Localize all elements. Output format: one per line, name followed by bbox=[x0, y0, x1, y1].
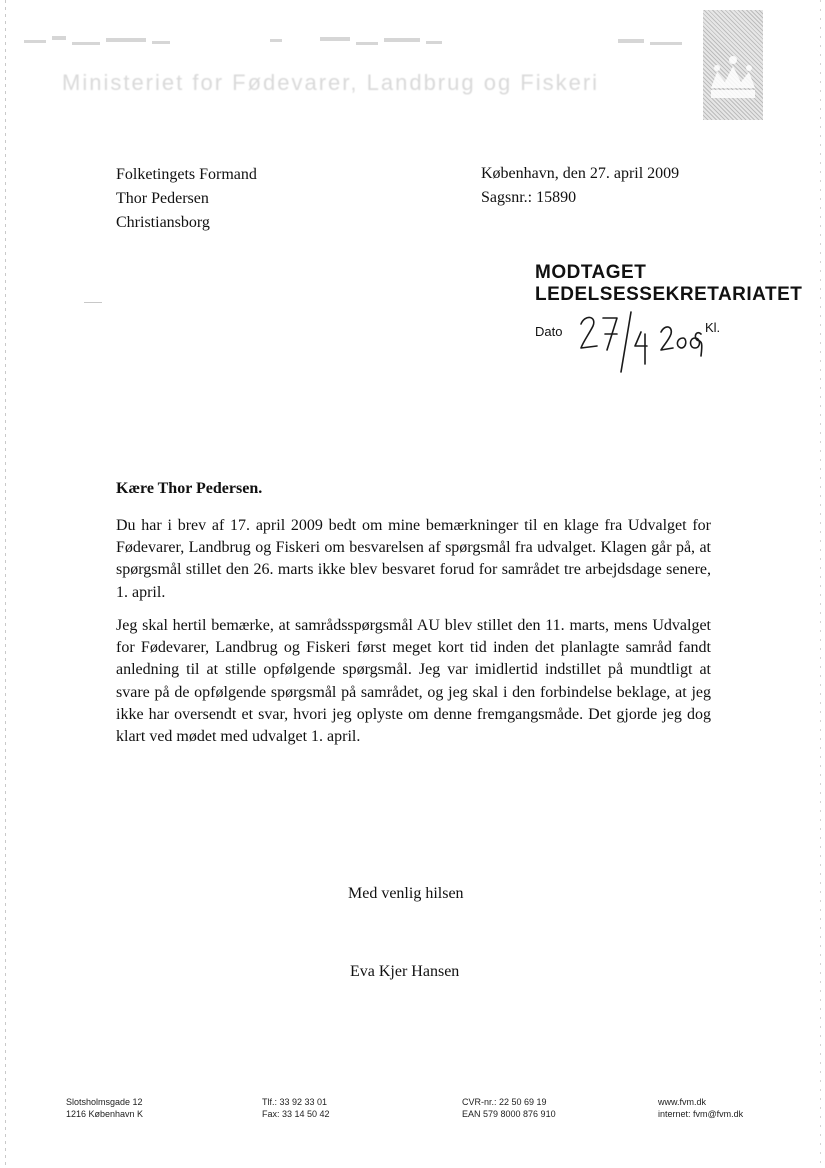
body-paragraph-1: Du har i brev af 17. april 2009 bedt om mine bemærkninger til en klage fra Udvalget for Fødevarer, Landbrug og Fiskeri om besvarelsen af spørgsmål fra udvalget. Klagen går på, at spørgsmål stillet den 26. marts ikke blev besvaret forud for samrådet tre arbejdsdage senere, 1. april. bbox=[116, 517, 711, 601]
ministry-name: Ministeriet for Fødevarer, Landbrug og Fiskeri bbox=[62, 70, 600, 95]
footer-email[interactable]: internet: fvm@fvm.dk bbox=[658, 1109, 744, 1119]
footer-phone: Tlf.: 33 92 33 01 bbox=[262, 1097, 328, 1107]
stamp-received-label: MODTAGET bbox=[535, 262, 647, 283]
royal-crown-crest-icon bbox=[703, 10, 763, 120]
scan-edge-left bbox=[5, 0, 6, 1168]
signature-name: Eva Kjer Hansen bbox=[350, 963, 460, 980]
footer-city: 1216 København K bbox=[66, 1109, 144, 1119]
letterhead-faded-marks bbox=[20, 30, 700, 60]
recipient-line-3: Christiansborg bbox=[116, 214, 210, 231]
place-date: København, den 27. april 2009 bbox=[481, 165, 680, 182]
footer-street: Slotsholmsgade 12 bbox=[66, 1097, 143, 1107]
footer-address bbox=[66, 1096, 143, 1120]
footer-website-link[interactable]: www.fvm.dk bbox=[658, 1097, 707, 1107]
stamp-kl-label: Kl. bbox=[705, 320, 721, 335]
stamp-handwritten-date bbox=[575, 310, 705, 380]
recipient-address bbox=[116, 163, 257, 235]
body-paragraph-2: Jeg skal hertil bemærke, at samrådsspørgsmål AU blev stillet den 11. marts, mens Udvalget for Fødevarer, Landbrug og Fiskeri først meget kort tid inden det planlagte samråd fandt anledning til at stille opfølgende spørgsmål. Jeg var imidlertid indstillet på mundtligt at svare på de opfølgende spørgsmål på samrådet, og jeg skal i den forbindelse beklage, at jeg ikke har oversendt et svar, hvori jeg oplyste om denne fremgangsmåde. Det gjorde jeg dog klart ved mødet med udvalget 1. april. bbox=[116, 617, 711, 746]
stamp-dato-label: Dato bbox=[535, 324, 563, 339]
closing: Med venlig hilsen bbox=[348, 885, 464, 902]
salutation: Kære Thor Pedersen. bbox=[116, 480, 263, 497]
footer-registration bbox=[462, 1096, 556, 1120]
footer-fax: Fax: 33 14 50 42 bbox=[262, 1109, 330, 1119]
scan-edge-right bbox=[820, 0, 821, 1168]
footer-ean: EAN 579 8000 876 910 bbox=[462, 1109, 556, 1119]
margin-mark bbox=[84, 302, 102, 303]
recipient-line-2: Thor Pedersen bbox=[116, 190, 209, 207]
case-number: Sagsnr.: 15890 bbox=[481, 189, 577, 206]
footer-phone-fax bbox=[262, 1096, 330, 1120]
stamp-department-label: LEDELSESSEKRETARIATET bbox=[535, 284, 803, 305]
letter-meta bbox=[481, 162, 679, 210]
recipient-line-1: Folketingets Formand bbox=[116, 166, 257, 183]
footer-web bbox=[658, 1096, 743, 1120]
received-stamp bbox=[535, 262, 803, 392]
footer-cvr: CVR-nr.: 22 50 69 19 bbox=[462, 1097, 547, 1107]
